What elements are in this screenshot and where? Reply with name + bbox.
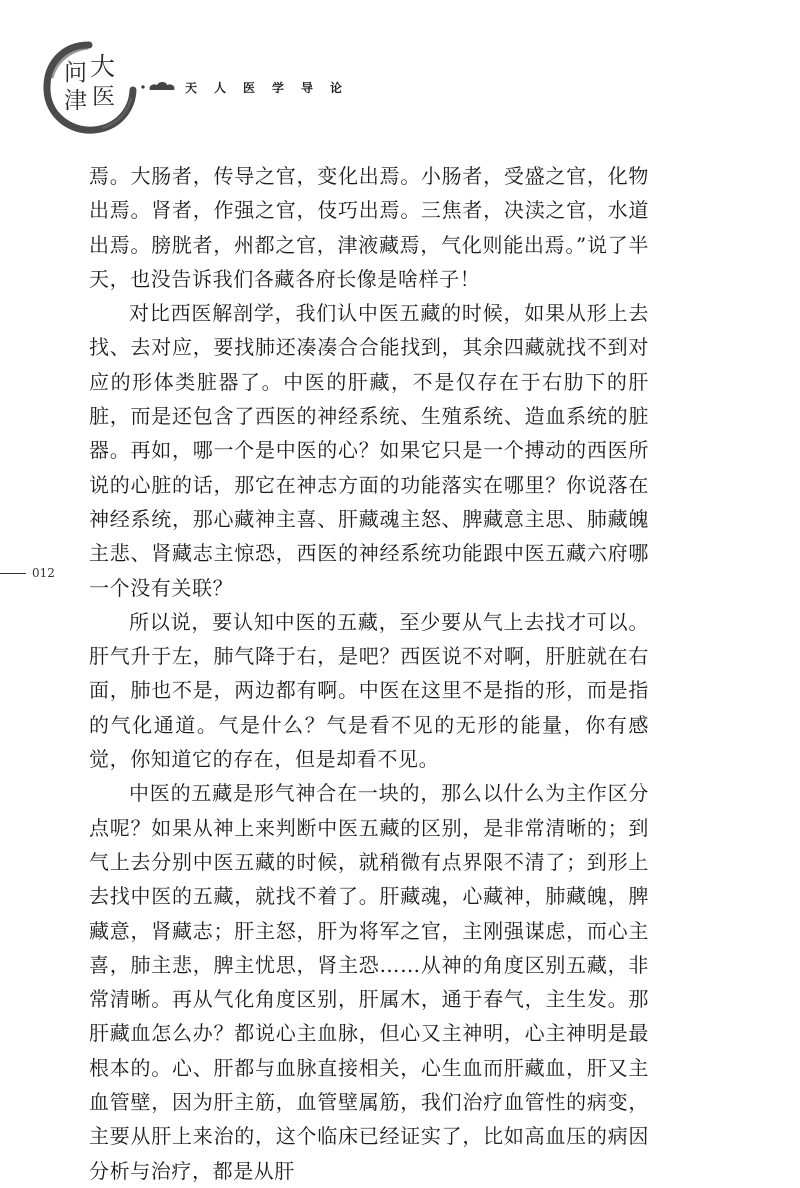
paragraph: 所以说，要认知中医的五藏，至少要从气上去找才可以。肝气升于左，肺气降于右，是吧？西医说不对啊，肝脏就在右面，肺也不是，两边都有啊。中医在这里不是指的形，而是指的气化通道。气是什么？气是看不见的无形的能量，你有感觉，你知道它的存在，但是却看不见。 [89, 609, 649, 772]
marker-line [0, 573, 26, 574]
page-header [0, 0, 800, 140]
running-title: 天人医学导论 [185, 81, 360, 95]
paragraph: 对比西医解剖学，我们认中医五藏的时候，如果从形上去找、去对应，要找肺还凑凑合合能找到，其余四藏就找不到对应的形体类脏器了。中医的肝藏，不是仅存在于右肋下的肝脏，而是还包含了西医的神经系统、生殖系统、造血系统的脏器。再如，哪一个是中医的心？如果它只是一个搏动的西医所说的心脏的话，那它在神志方面的功能落实在哪里？你说落在神经系统，那心藏神主喜、肝藏魂主怒、脾藏意主思、肺藏魄主悲、肾藏志主惊恐，西医的神经系统功能跟中医五藏六府哪一个没有关联？ [89, 301, 649, 600]
page-number-marker [0, 566, 55, 580]
paragraph: 中医的五藏是形气神合在一块的，那么以什么为主作区分点呢？如果从神上来判断中医五藏的区别，是非常清晰的；到气上去分别中医五藏的时候，就稍微有点界限不清了；到形上去找中医的五藏，就找不着了。肝藏魂，心藏神，肺藏魄，脾藏意，肾藏志；肝主怒，肝为将军之官，主刚强谋虑，而心主喜，肺主悲，脾主忧思，肾主恐……从神的角度区别五藏，非常清晰。再从气化角度区别，肝属木，通于春气，主生发。那肝藏血怎么办？都说心主血脉，但心又主神明，心主神明是最根本的。心、肝都与血脉直接相关，心生血而肝藏血，肝又主血管壁，因为肝主筋，血管壁属筋，我们治疗血管性的病变，主要从肝上来治的，这个临床已经证实了，比如高血压的病因分析与治疗，都是从肝 [89, 781, 649, 1183]
logo-char: 医 [92, 84, 115, 110]
body-text [89, 159, 649, 1188]
book-logo [42, 40, 137, 135]
logo-char: 大 [90, 52, 116, 81]
logo-char: 问 [64, 60, 87, 86]
cloud-ornament-icon [140, 78, 180, 94]
logo-char: 津 [64, 88, 87, 114]
paragraph: 焉。大肠者，传导之官，变化出焉。小肠者，受盛之官，化物出焉。肾者，作强之官，伎巧出焉。三焦者，决渎之官，水道出焉。膀胱者，州都之官，津液藏焉，气化则能出焉。”说了半天，也没告诉我们各藏各府长像是啥样子！ [89, 164, 649, 291]
page-number: 012 [32, 566, 55, 580]
